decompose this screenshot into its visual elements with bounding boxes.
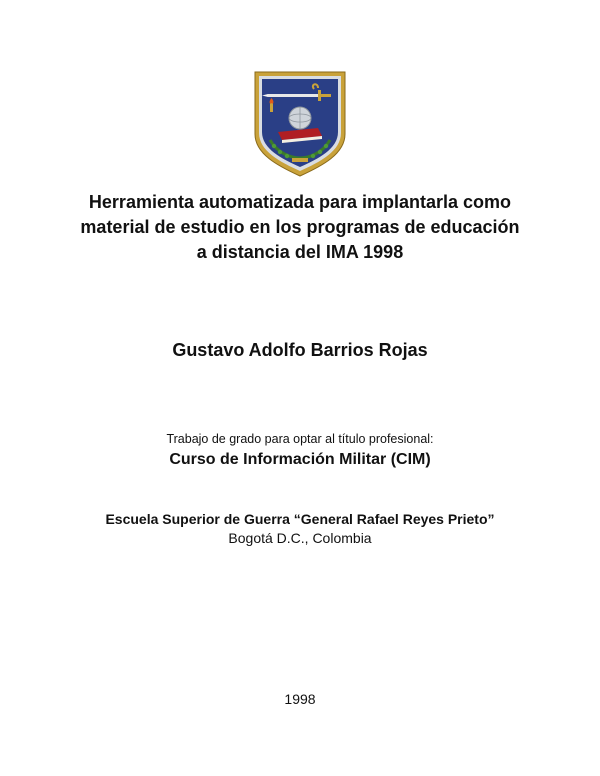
military-crest-icon [252,70,348,178]
thesis-title-line-1: Herramienta automatizada para implantarla como [88,192,512,212]
degree-name: Curso de Información Militar (CIM) [169,451,431,468]
author-name: Gustavo Adolfo Barrios Rojas [172,340,428,360]
thesis-title-line-2: material de estudio en los programas de educación [80,217,520,237]
publication-year: 1998 [284,691,316,707]
institution-name: Escuela Superior de Guerra “General Rafael Reyes Prieto” [105,511,495,527]
degree-purpose: Trabajo de grado para optar al título profesional: [166,432,434,446]
institution-location: Bogotá D.C., Colombia [228,530,372,546]
thesis-title [40,190,560,265]
thesis-title-line-3: a distancia del IMA 1998 [196,242,404,262]
